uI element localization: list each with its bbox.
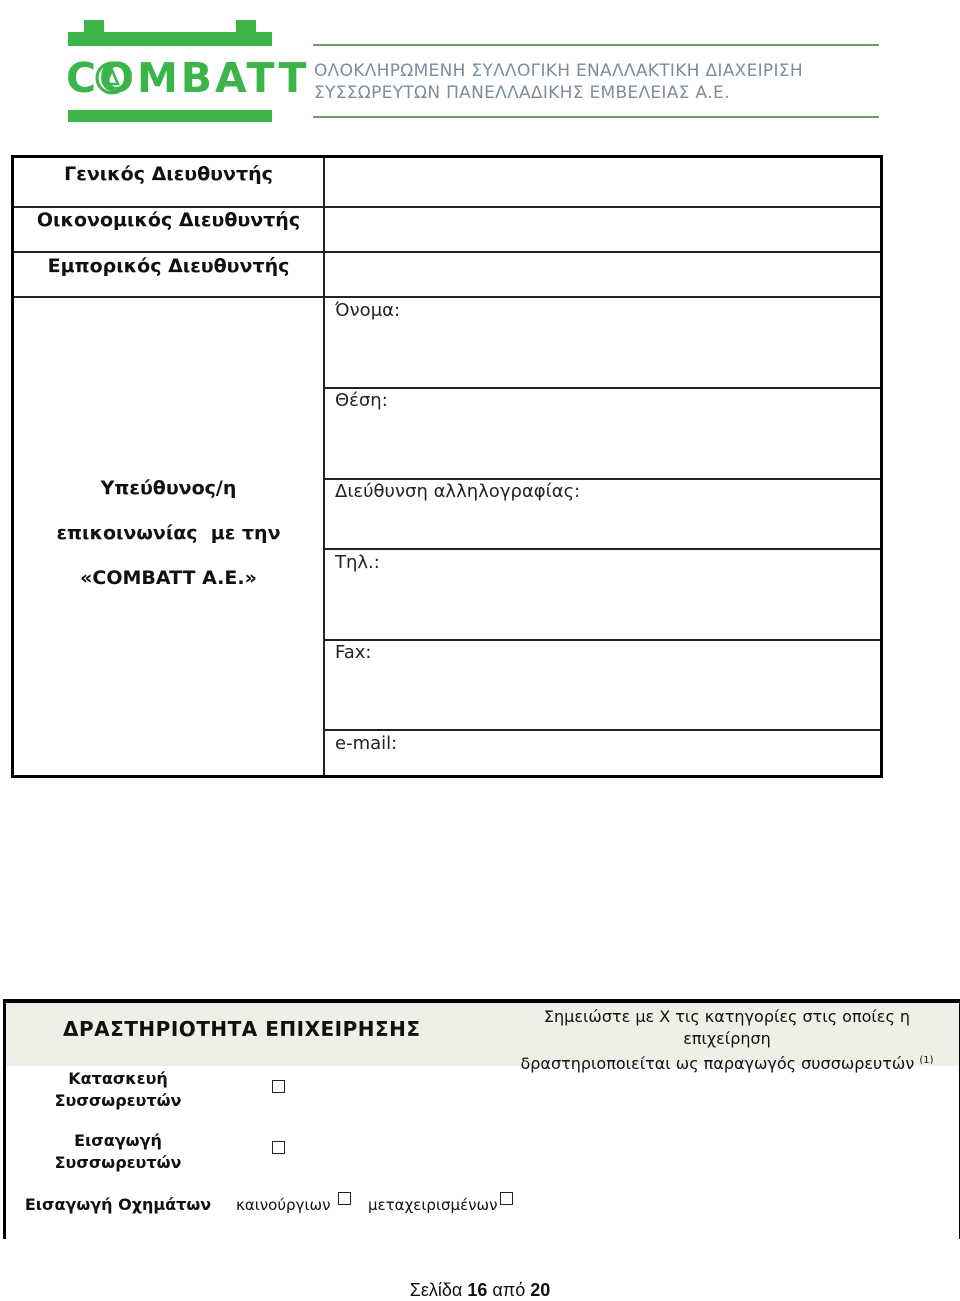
row-line	[323, 478, 880, 480]
field-address[interactable]: Διεύθυνση αλληλογραφίας:	[335, 481, 581, 502]
activity-title: ΔΡΑΣΤΗΡΙΟΤΗΤΑ ΕΠΙΧΕΙΡΗΣΗΣ	[63, 1017, 421, 1041]
role-general-director: Γενικός Διευθυντής	[64, 163, 273, 185]
contact-person-line-1: Υπεύθυνος/η	[100, 477, 237, 499]
contact-table	[11, 155, 883, 778]
company-logo	[66, 18, 310, 126]
checkbox-manufacture[interactable]	[272, 1080, 285, 1093]
role-commercial-director: Εμπορικός Διευθυντής	[47, 255, 290, 277]
row-line	[14, 251, 880, 253]
field-name[interactable]: Όνομα:	[335, 300, 401, 321]
page-middle: από	[492, 1280, 526, 1300]
row-line	[323, 729, 880, 731]
category-manufacture-line-2: Συσσωρευτών	[54, 1091, 182, 1110]
activity-header	[6, 1003, 959, 1073]
org-description	[314, 60, 874, 104]
category-manufacture	[6, 1068, 230, 1112]
activity-note-text: δραστηριοποιείται ως παραγωγός συσσωρευτών	[520, 1054, 915, 1073]
contact-person-line-2: επικοινωνίας με την	[56, 522, 281, 544]
activity-note-line-2	[502, 1050, 952, 1075]
option-used-label: μεταχειρισμένων	[368, 1196, 498, 1214]
logo-text: COMBATT	[66, 54, 310, 102]
category-import-line-1: Εισαγωγή	[74, 1131, 162, 1150]
category-import-batteries	[6, 1130, 230, 1174]
row-line	[323, 387, 880, 389]
contact-person-line-3: «COMBATT A.E.»	[80, 567, 257, 589]
page-number	[0, 1280, 960, 1301]
row-line	[323, 548, 880, 550]
activity-instructions	[502, 1006, 952, 1075]
org-line-1: ΟΛΟΚΛΗΡΩΜΕΝΗ ΣΥΛΛΟΓΙΚΗ ΕΝΑΛΛΑΚΤΙΚΗ ΔΙΑΧΕΙΡΙΣΗ	[314, 61, 803, 81]
category-manufacture-line-1: Κατασκευή	[68, 1069, 168, 1088]
activity-section	[3, 999, 960, 1239]
checkbox-used-vehicles[interactable]	[500, 1192, 513, 1205]
header-rule-top	[313, 44, 879, 46]
total-pages: 20	[530, 1280, 551, 1300]
option-new-label: καινούργιων	[236, 1196, 331, 1214]
activity-note-line-1: Σημειώστε με Χ τις κατηγορίες στις οποίες η επιχείρηση	[543, 1007, 911, 1048]
checkbox-import-batteries[interactable]	[272, 1141, 285, 1154]
org-line-2: ΣΥΣΣΩΡΕΥΤΩΝ ΠΑΝΕΛΛΑΔΙΚΗΣ ΕΜΒΕΛΕΙΑΣ Α.Ε.	[314, 83, 730, 103]
footnote-marker: (1)	[919, 1055, 934, 1066]
field-phone[interactable]: Τηλ.:	[335, 552, 380, 573]
header-rule-bottom	[313, 116, 879, 118]
row-line	[14, 296, 880, 298]
role-financial-director: Οικονομικός Διευθυντής	[36, 209, 301, 231]
contact-person-label	[14, 466, 323, 601]
row-line	[323, 639, 880, 641]
category-import-line-2: Συσσωρευτών	[54, 1153, 182, 1172]
field-position[interactable]: Θέση:	[335, 390, 388, 411]
row-line	[14, 206, 880, 208]
checkbox-new-vehicles[interactable]	[338, 1192, 351, 1205]
page-prefix: Σελίδα	[409, 1280, 463, 1300]
current-page: 16	[467, 1280, 488, 1300]
field-email[interactable]: e-mail:	[335, 733, 398, 754]
field-fax[interactable]: Fax:	[335, 642, 372, 663]
category-import-vehicles: Εισαγωγή Οχημάτων	[24, 1195, 212, 1214]
